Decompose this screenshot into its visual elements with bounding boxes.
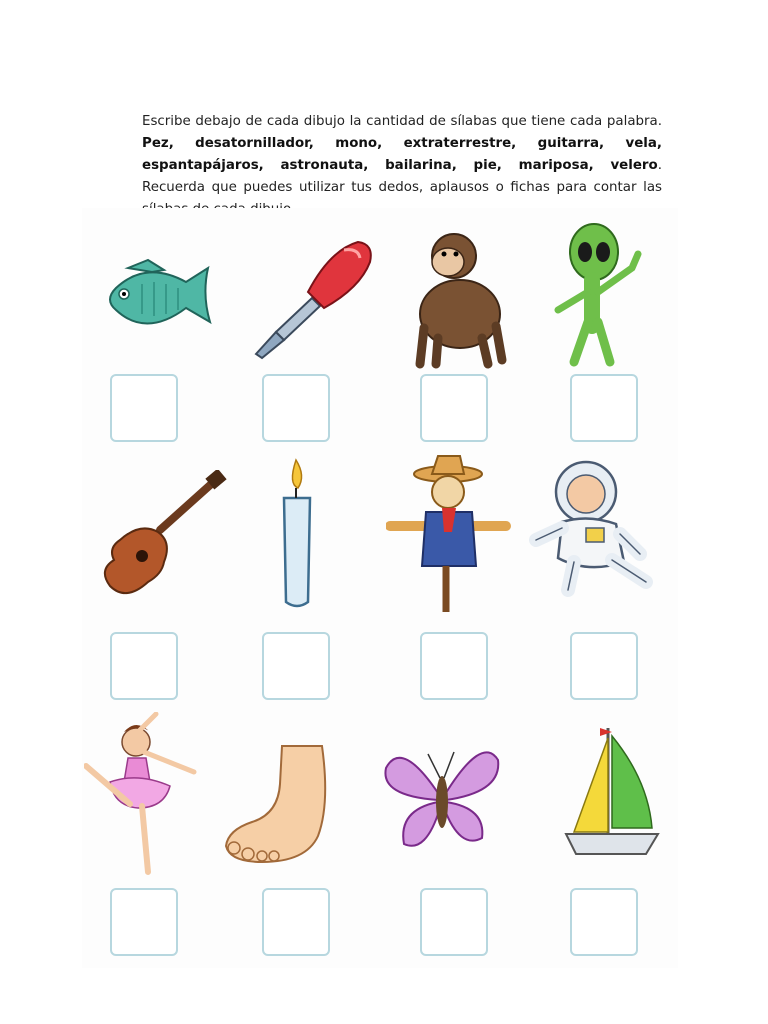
answer-box[interactable] xyxy=(570,888,638,956)
answer-box[interactable] xyxy=(110,888,178,956)
guitar-icon xyxy=(100,470,230,605)
answer-box[interactable] xyxy=(110,632,178,700)
answer-box[interactable] xyxy=(570,632,638,700)
answer-box[interactable] xyxy=(570,374,638,442)
fish-icon xyxy=(86,250,216,340)
picture-grid xyxy=(82,208,678,968)
alien-icon xyxy=(552,222,652,372)
sailboat-icon xyxy=(564,724,660,864)
answer-box[interactable] xyxy=(420,374,488,442)
butterfly-icon xyxy=(382,738,502,860)
answer-box[interactable] xyxy=(262,632,330,700)
screwdriver-icon xyxy=(248,236,378,361)
scarecrow-icon xyxy=(386,454,512,614)
instructions-text xyxy=(142,111,662,221)
monkey-icon xyxy=(410,230,510,370)
answer-box[interactable] xyxy=(262,374,330,442)
answer-box[interactable] xyxy=(420,632,488,700)
answer-box[interactable] xyxy=(110,374,178,442)
instructions-tail: . Recuerda que puedes utilizar tus dedos, aplausos o fichas para contar las xyxy=(142,158,662,196)
foot-icon xyxy=(222,744,334,868)
candle-icon xyxy=(272,458,322,610)
instructions-words: Pez, desatornillador, mono, extraterrestre, guitarra, vela, espantapájaros, astronauta, bailarina, pie, mariposa, velero xyxy=(142,136,662,174)
ballerina-icon xyxy=(84,712,200,880)
answer-box[interactable] xyxy=(420,888,488,956)
instructions-lead: Escribe debajo de cada dibujo la cantidad de sílabas que tiene cada palabra. xyxy=(142,114,662,130)
astronaut-icon xyxy=(528,458,660,598)
answer-box[interactable] xyxy=(262,888,330,956)
